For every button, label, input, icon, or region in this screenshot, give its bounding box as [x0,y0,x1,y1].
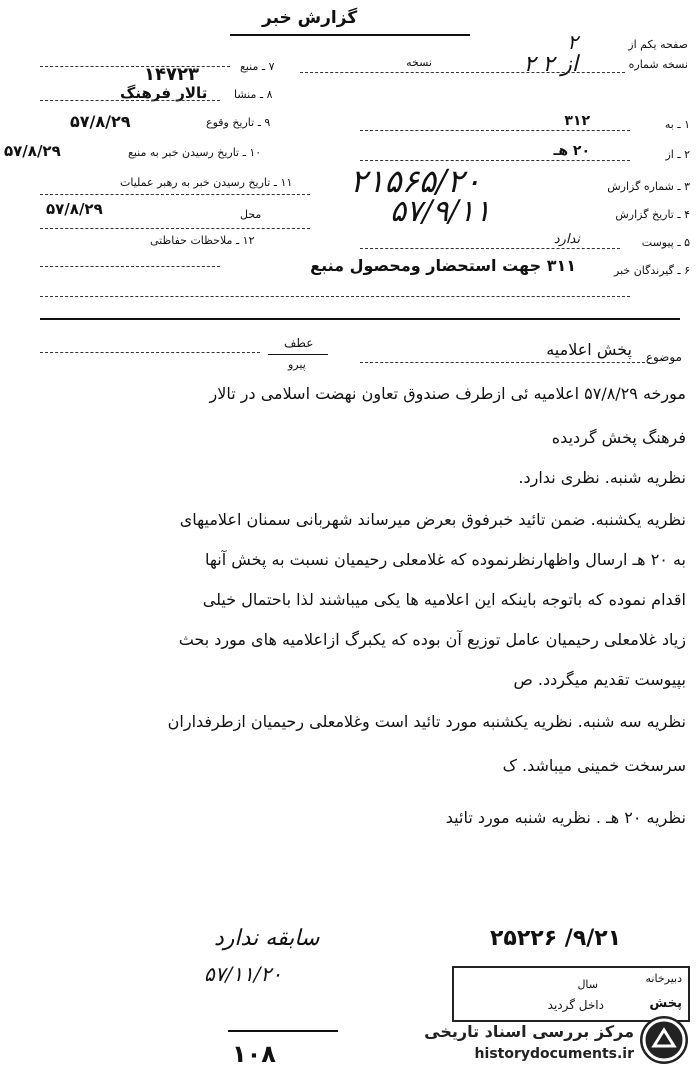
attach-dots [360,248,620,249]
recipients-value: ۳۱۱ جهت استحضار ومحصول منبع [310,256,576,275]
to-dots [360,130,630,131]
body-line-7: زیاد غلامعلی رحیمیان عامل توزیع آن بوده که یکبرگ ازاعلامیه های مورد بحث [178,630,686,649]
stamp-line-1: دبیرخانه [645,972,682,985]
attach-label: ۵ ـ پیوست [641,236,690,249]
to-value: ۳۱۲ [564,113,590,129]
stamp-line-4: داخل گردید [547,998,604,1012]
body-line-9: نظریه سه شنبه. نظریه یکشنبه مورد تائید است وغلامعلی رحیمیان ازطرفداران [167,712,686,731]
recv-ops-label: ۱۱ ـ تاریخ رسیدن خبر به رهبر عملیات [120,176,293,189]
archive-logo-graphic [640,1016,688,1064]
subject-value: پخش اعلامیه [546,340,632,359]
event-date-label: ۹ ـ تاریخ وقوع [206,116,271,129]
archive-date: ۵۷/۱۱/۲۰ [204,962,282,986]
event-date-value: ۵۷/۸/۲۹ [70,112,131,131]
source-value: ۱۴۷۲۳ [144,64,199,85]
atf-label: عطف [284,336,314,350]
stamp-line-3: سال [577,978,598,991]
from-label: ۲ ـ از [665,148,690,161]
archive-logo-icon [640,1016,688,1064]
title-underline [230,34,470,36]
place-label: محل [240,208,262,221]
body-line-1: مورخه ۵۷/۸/۲۹ اعلامیه ئی ازطرف صندوق تعاون نهضت اسلامی در تالار [209,384,686,403]
page-info-hand: ۲ [567,30,578,54]
report-no-value: ۲۱۵۶۵/۲۰ [350,162,482,200]
source-label: ۷ ـ منبع [240,60,275,73]
stamp-line-2: پخش [649,996,682,1011]
subject-label: موضوع [645,350,682,364]
page-info-label: صفحه یکم از [628,38,688,51]
archive-note: سابقه ندارد [214,926,320,951]
recv-source-value: ۵۷/۸/۲۹ [4,142,61,160]
notes-dots-2 [40,266,220,267]
notes-label: ۱۲ ـ ملاحظات حفاظتی [150,234,255,247]
copy-number-hand: ۲ از ۲ [523,52,578,77]
copy-number-label: نسخه شماره [628,58,688,71]
atf-divider [268,354,328,355]
body-line-5: به ۲۰ هـ ارسال واظهارنظرنموده که غلامعلی رحیمیان نسبت به پخش آنها [205,550,686,569]
attach-value: ندارد [553,232,580,247]
to-label: ۱ ـ به [664,118,690,131]
from-dots [360,160,630,161]
registry-stamp [452,966,690,1022]
origin-dots [40,100,220,101]
watermark-text-en: historydocuments.ir [474,1046,634,1062]
from-value: ۲۰ هـ [553,143,590,159]
subject-dots [360,362,650,363]
body-line-3: نظریه شنبه. نظری ندارد. [518,468,686,487]
peyro-label: پیرو [288,358,306,371]
recipients-label: ۶ ـ گیرندگان خبر [614,264,690,277]
recipients-dots [40,296,630,297]
origin-label: ۸ ـ منشا [234,88,273,101]
body-line-11: نظریه ۲۰ هـ . نظریه شنبه مورد تائید [445,808,686,827]
watermark-text-fa: مرکز بررسی اسناد تاریخی [424,1022,634,1041]
notes-dots [40,228,310,229]
archive-number: ۲۵۲۲۶ /۹/۲۱ [490,926,622,951]
atf-dots [40,352,260,353]
ops-dots [40,194,310,195]
copy-label: نسخه [406,56,432,69]
body-line-10: سرسخت خمینی میباشد. ک [502,756,686,775]
recv-source-label: ۱۰ ـ تاریخ رسیدن خبر به منبع [128,146,262,159]
origin-value: تالار فرهنگ [120,84,208,102]
bottom-rule [228,1030,338,1032]
body-line-4: نظریه یکشنبه. ضمن تائید خبرفوق بعرض میرساند شهربانی سمنان اعلامیهای [179,510,686,529]
recv-ops-value: ۵۷/۸/۲۹ [46,200,103,218]
copy-dots [300,72,625,73]
report-date-value: ۵۷/۹/۱۱ [390,194,491,229]
report-no-label: ۳ ـ شماره گزارش [607,180,690,193]
header-rule [40,318,680,320]
source-dots [40,66,230,67]
form-title: گزارش خبر [262,8,358,28]
report-date-label: ۴ ـ تاریخ گزارش [615,208,690,221]
page-mark: ۱۰۸ [232,1040,276,1068]
body-line-6: اقدام نموده که باتوجه باینکه این اعلامیه ها یکی میباشند لذا باحتمال خیلی [202,590,686,609]
body-line-2: فرهنگ پخش گردیده [551,428,686,447]
body-line-8: بپیوست تقدیم میگردد. ص [513,670,686,689]
